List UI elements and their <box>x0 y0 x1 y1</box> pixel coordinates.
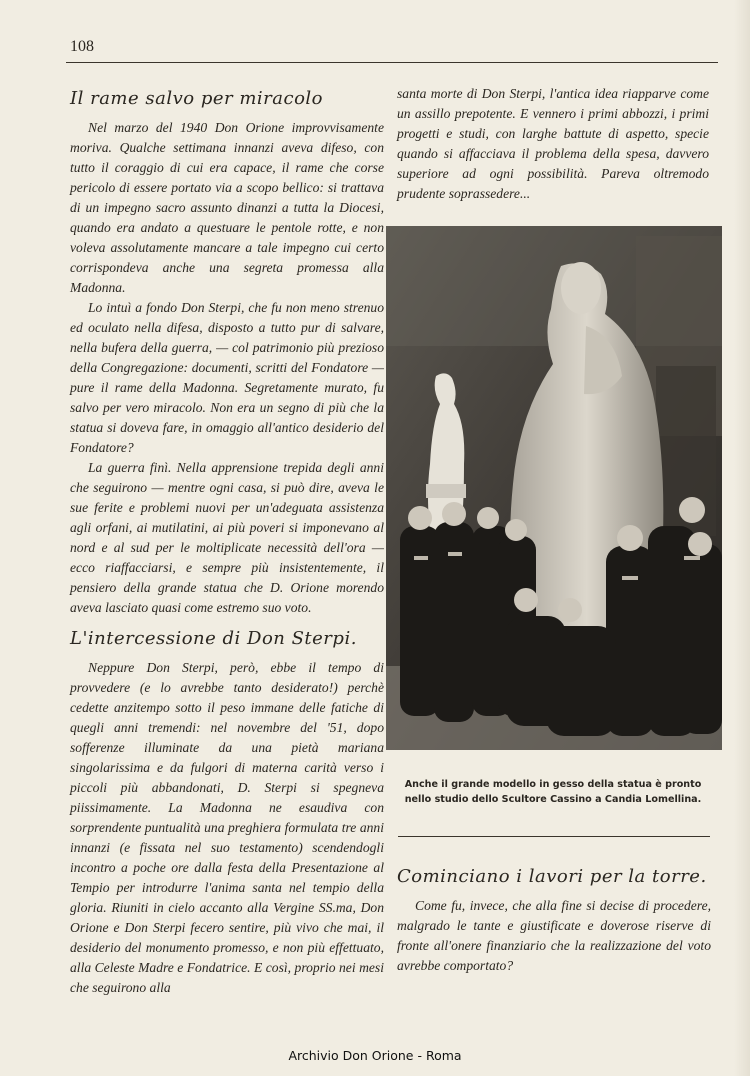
photo-caption: Anche il grande modello in gesso della statua è pronto nello studio dello Scultore Cassino a Candia Lomellina. <box>404 779 702 805</box>
caption-rule <box>398 836 710 837</box>
paragraph-2: Lo intuì a fondo Don Sterpi, che fu non meno strenuo ed oculato nella difesa, disposto a tutto pur di salvare, nella bufera della guerra, — col patrimonio più prezioso della Congregazione: documenti, scritti del Fondatore — pure il rame della Madonna. Segretamente murato, fu salvo per vero miracolo. Non era un segno di più che la statua si doveva fare, in omaggio all'antico desiderio del Fondatore? <box>70 300 384 455</box>
paragraph-1: Nel marzo del 1940 Don Orione improvvisamente moriva. Qualche settimana innanzi aveva difeso, con tutto il coraggio di cui era capace, il rame che corse pericolo di essere portato via a scopo bellico: si trattava di un impegno sacro assunto dinanzi a tutta la Diocesi, quando era andato a questuare le pentole rotte, e non voleva assolutamente mancare a tale impegno cui certo corrispondeva anche una segreta promessa alla Madonna. <box>70 120 384 295</box>
photo-illustration <box>386 226 722 750</box>
paragraph-4: Neppure Don Sterpi, però, ebbe il tempo di provvedere (e lo avrebbe tanto desiderato!) perchè cedette anzitempo sotto il peso immane delle fatiche di quegli anni tremendi: nel novembre del '51, dopo sofferenze illuminate da una pietà mariana singolarissima e da fulgori di materna carità verso i piccoli più abbandonati, D. Sterpi si spegneva piissimamente. La Madonna ne esaudiva con sorprendente puntualità una preghiera formulata tre anni innanzi (e fissata nel suo testamento) scendendogli incontro a poche ore dalla festa della Presentazione al Tempio per introdurre l'anima santa nel tempio della gloria. Riuniti in cielo accanto alla Vergine SS.ma, Don Orione e Don Sterpi fecero sentire, più vivo che mai, il desiderio del monumento promesso, e non più effettuato, alla Celeste Madre e Fondatrice. E così, proprio nei mesi che seguirono alla <box>70 660 384 995</box>
right-column-bottom <box>397 864 711 976</box>
paragraph-5: Come fu, invece, che alla fine si decise di procedere, malgrado le tante e giustificate e doverose riserve di fronte all'onere finanziario che la realizzazione del voto avrebbe comportato? <box>397 898 711 973</box>
paragraph-3: La guerra finì. Nella apprensione trepida degli anni che seguirono — mentre ogni casa, si può dire, aveva le sue ferite e problemi nuovi per un'adeguata assistenza agli orfani, ai mutilatini, ai più poveri si imponevano al nord e al sud per le moltiplicate necessità dell'ora — ecco riaffacciarsi, e sempre più insistentemente, il pensiero della grande statua che D. Orione morendo aveva lasciato quasi come estremo suo voto. <box>70 460 384 615</box>
section-title-intercessione: L'intercessione di Don Sterpi. <box>70 628 357 649</box>
header-rule <box>66 62 718 63</box>
archive-footer: Archivio Don Orione - Roma <box>288 1048 462 1063</box>
section-title-lavori: Cominciano i lavori per la torre. <box>397 866 707 887</box>
page-number: 108 <box>70 38 94 55</box>
photo-statue-model <box>386 226 722 750</box>
paragraph-4-continued: santa morte di Don Sterpi, l'antica idea riapparve come un assillo prepotente. E vennero i primi abbozzi, i primi progetti e studi, con larghe battute di aspetto, specie quando si affacciava il problema della spesa, davvero superiore ad ogni possibilità. Pareva oltremodo prudente soprassedere... <box>397 86 709 201</box>
right-column-top <box>397 84 709 204</box>
section-title-rame: Il rame salvo per miracolo <box>70 88 323 109</box>
page-edge-shadow <box>734 0 750 1076</box>
left-column <box>70 84 384 998</box>
